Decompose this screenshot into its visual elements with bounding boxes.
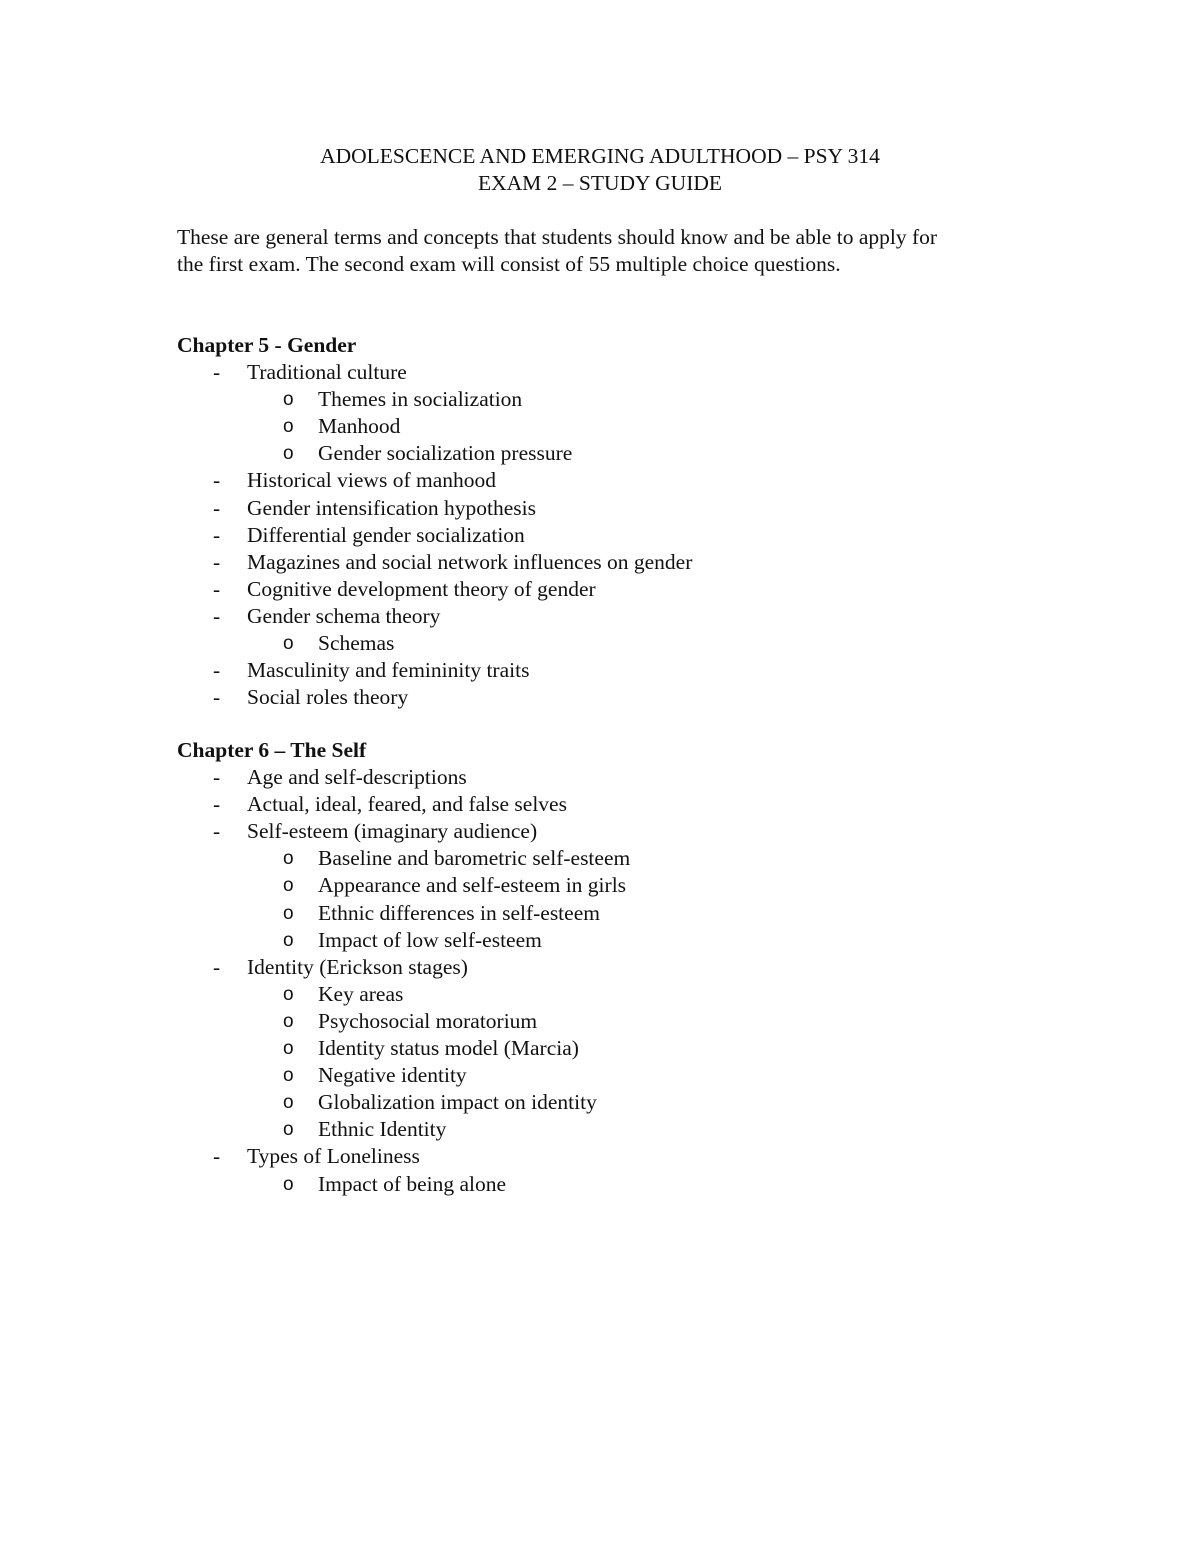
subtopic-label: Key areas (318, 981, 404, 1006)
list-item (247, 1171, 1077, 1198)
list-item (247, 845, 1077, 872)
list-item (247, 927, 1077, 954)
subtopic-list (177, 981, 1077, 1144)
subtopic-label: Ethnic Identity (318, 1117, 447, 1142)
topic-label: Cognitive development theory of gender (247, 576, 596, 601)
list-item (177, 684, 1077, 711)
topic-label: Masculinity and femininity traits (247, 658, 530, 683)
circle-bullet: o (283, 1173, 294, 1195)
list-item (177, 954, 1077, 1144)
topic-label: Traditional culture (247, 360, 407, 385)
chapter-6-heading: Chapter 6 – The Self (177, 738, 367, 762)
dash-bullet: - (213, 954, 221, 979)
subtopic-label: Impact of low self-esteem (318, 927, 542, 952)
circle-bullet: o (283, 633, 294, 655)
circle-bullet: o (283, 443, 294, 465)
topic-label: Historical views of manhood (247, 468, 496, 493)
list-item (247, 440, 1077, 467)
list-item (177, 1143, 1077, 1197)
topic-label: Gender intensification hypothesis (247, 495, 536, 520)
topic-label: Actual, ideal, feared, and false selves (247, 792, 567, 817)
chapter-5-heading: Chapter 5 - Gender (177, 333, 357, 357)
dash-bullet: - (213, 792, 221, 817)
list-item (177, 522, 1077, 549)
topic-label: Magazines and social network influences on gender (247, 549, 693, 574)
list-item (247, 1062, 1077, 1089)
course-title: ADOLESCENCE AND EMERGING ADULTHOOD – PSY 314 (320, 144, 880, 168)
subtopic-label: Psychosocial moratorium (318, 1008, 538, 1033)
list-item (177, 791, 1077, 818)
list-item (177, 764, 1077, 791)
list-item (247, 981, 1077, 1008)
chapter-5-topic-list (177, 359, 1077, 711)
list-item (177, 467, 1077, 494)
circle-bullet: o (283, 929, 294, 951)
subtopic-list (177, 845, 1077, 953)
dash-bullet: - (213, 549, 221, 574)
exam-subtitle: EXAM 2 – STUDY GUIDE (477, 171, 723, 195)
subtopic-list (177, 386, 1077, 467)
topic-label: Differential gender socialization (247, 522, 525, 547)
list-item (177, 818, 1077, 953)
dash-bullet: - (213, 603, 221, 628)
circle-bullet: o (283, 1065, 294, 1087)
list-item (177, 657, 1077, 684)
dash-bullet: - (213, 658, 221, 683)
list-item (247, 386, 1077, 413)
topic-label: Gender schema theory (247, 603, 441, 628)
intro-paragraph (177, 224, 1037, 278)
circle-bullet: o (283, 416, 294, 438)
intro-line-1: These are general terms and concepts that students should know and be able to apply for (177, 225, 938, 249)
list-item (247, 1089, 1077, 1116)
circle-bullet: o (283, 1010, 294, 1032)
list-item (177, 576, 1077, 603)
circle-bullet: o (283, 902, 294, 924)
dash-bullet: - (213, 765, 221, 790)
subtopic-label: Appearance and self-esteem in girls (318, 873, 627, 898)
circle-bullet: o (283, 1119, 294, 1141)
subtopic-label: Manhood (318, 414, 401, 439)
dash-bullet: - (213, 468, 221, 493)
subtopic-label: Themes in socialization (318, 387, 523, 412)
topic-label: Identity (Erickson stages) (247, 954, 468, 979)
subtopic-list (177, 1171, 1077, 1198)
list-item (247, 1008, 1077, 1035)
dash-bullet: - (213, 495, 221, 520)
topic-label: Self-esteem (imaginary audience) (247, 819, 538, 844)
list-item (177, 603, 1077, 657)
dash-bullet: - (213, 576, 221, 601)
subtopic-label: Gender socialization pressure (318, 441, 573, 466)
circle-bullet: o (283, 389, 294, 411)
chapter-5-section (177, 332, 1077, 711)
list-item (177, 359, 1077, 467)
dash-bullet: - (213, 685, 221, 710)
intro-line-2: the first exam. The second exam will consist of 55 multiple choice questions. (177, 252, 841, 276)
subtopic-list (177, 630, 1077, 657)
dash-bullet: - (213, 1144, 221, 1169)
list-item (247, 1116, 1077, 1143)
dash-bullet: - (213, 819, 221, 844)
circle-bullet: o (283, 983, 294, 1005)
list-item (247, 900, 1077, 927)
circle-bullet: o (283, 875, 294, 897)
circle-bullet: o (283, 1092, 294, 1114)
list-item (247, 630, 1077, 657)
subtopic-label: Impact of being alone (318, 1171, 507, 1196)
list-item (247, 872, 1077, 899)
topic-label: Age and self-descriptions (247, 765, 467, 790)
dash-bullet: - (213, 522, 221, 547)
list-item (177, 495, 1077, 522)
dash-bullet: - (213, 360, 221, 385)
subtopic-label: Negative identity (318, 1063, 467, 1088)
title-block (0, 143, 1200, 197)
circle-bullet: o (283, 848, 294, 870)
topic-label: Types of Loneliness (247, 1144, 420, 1169)
list-item (247, 413, 1077, 440)
list-item (247, 1035, 1077, 1062)
chapter-6-section (177, 737, 1077, 1198)
topic-label: Social roles theory (247, 685, 409, 710)
chapter-6-topic-list (177, 764, 1077, 1198)
circle-bullet: o (283, 1038, 294, 1060)
subtopic-label: Schemas (318, 631, 395, 656)
subtopic-label: Globalization impact on identity (318, 1090, 597, 1115)
subtopic-label: Ethnic differences in self-esteem (318, 900, 600, 925)
subtopic-label: Baseline and barometric self-esteem (318, 846, 631, 871)
list-item (177, 549, 1077, 576)
subtopic-label: Identity status model (Marcia) (318, 1036, 579, 1061)
